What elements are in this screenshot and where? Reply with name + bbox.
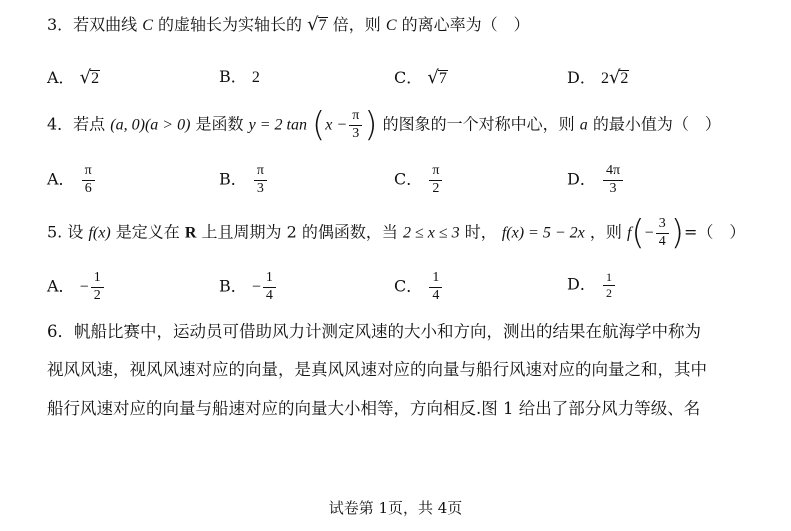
option-label: B． bbox=[219, 276, 247, 296]
option-num: 1 bbox=[263, 271, 276, 288]
option-label: D． bbox=[567, 68, 596, 87]
q3-option-c: C． √7 bbox=[394, 67, 447, 88]
q3-option-a: A． √2 bbox=[47, 67, 100, 88]
q4-option-c bbox=[394, 164, 444, 196]
option-sign: − bbox=[79, 278, 89, 296]
q3-text-mid: 的虚轴长为实轴长的 bbox=[158, 15, 303, 34]
q5-fx: f(x) bbox=[88, 224, 111, 242]
q5-expr: f(x) = 5 − 2x bbox=[501, 224, 585, 242]
q3-text-post2: 的离心率为（ ） bbox=[401, 15, 530, 34]
q3-option-d: D． 2√2 bbox=[567, 67, 629, 88]
q6-line-2: 视风风速，视风风速对应的向量，是真风风速对应的向量与船行风速对应的向量之和，其中 bbox=[47, 360, 707, 379]
q3-radicand: 7 bbox=[318, 17, 327, 34]
q4-func-x: x − bbox=[325, 116, 348, 134]
q4-text-mid: 是函数 bbox=[195, 114, 244, 134]
question-3-stem bbox=[47, 16, 530, 35]
option-label: D． bbox=[567, 169, 596, 189]
q4-text-post2: 的最小值为（ ） bbox=[592, 114, 721, 134]
q5-option-b bbox=[219, 271, 278, 303]
q5-paren-left: ( bbox=[631, 213, 645, 253]
q3-sqrt7: √7 bbox=[307, 14, 327, 35]
q4-option-d bbox=[567, 164, 625, 196]
option-sign: − bbox=[251, 278, 261, 296]
question-4-stem bbox=[47, 105, 721, 145]
option-label: A． bbox=[47, 169, 75, 189]
option-label: C． bbox=[394, 169, 423, 189]
q4-option-b bbox=[219, 164, 269, 196]
q5-paren-right: ) bbox=[670, 213, 684, 253]
option-num: 1 bbox=[429, 271, 442, 288]
q3-var-c: C bbox=[142, 17, 153, 34]
q4-text-post: 的图象的一个对称中心，则 bbox=[382, 114, 575, 134]
q4-option-a bbox=[47, 164, 97, 196]
option-frac bbox=[603, 271, 615, 299]
q4-paren-right: ) bbox=[364, 105, 378, 145]
option-frac bbox=[429, 271, 442, 303]
option-den: 2 bbox=[432, 180, 440, 196]
option-frac bbox=[429, 164, 442, 196]
option-frac bbox=[263, 271, 276, 303]
q5-option-c bbox=[394, 271, 444, 303]
q4-point: (a, 0)(a > 0) bbox=[110, 116, 191, 134]
q5-text-mid1: 是定义在 bbox=[115, 222, 180, 242]
q3-var-c-2: C bbox=[385, 17, 397, 34]
q5-condition: 2 ≤ x ≤ 3 bbox=[402, 224, 460, 242]
option-label: C． bbox=[394, 276, 423, 296]
option-radicand: 2 bbox=[91, 70, 100, 87]
option-den: 3 bbox=[256, 180, 264, 196]
q6-line-1: 6．帆船比赛中，运动员可借助风力计测定风速的大小和方向，测出的结果在航海学中称为 bbox=[47, 322, 701, 341]
q5-option-a bbox=[47, 271, 106, 303]
option-value: 2 bbox=[251, 69, 260, 86]
option-label: D． bbox=[567, 274, 596, 294]
option-label: C． bbox=[394, 68, 423, 87]
option-frac bbox=[82, 164, 95, 196]
q4-paren-left: ( bbox=[312, 105, 326, 145]
q5-f: f bbox=[626, 224, 632, 242]
q5-frac-num: 3 bbox=[656, 217, 669, 234]
q5-option-d bbox=[567, 271, 617, 299]
option-label: A． bbox=[47, 276, 75, 296]
option-label: B． bbox=[219, 67, 247, 86]
option-coef: 2 bbox=[600, 70, 609, 87]
q5-frac-den: 4 bbox=[658, 233, 666, 249]
option-radicand: 2 bbox=[620, 70, 629, 87]
option-num: π bbox=[254, 164, 267, 181]
option-frac bbox=[91, 271, 104, 303]
q4-func-lhs: y = 2 tan bbox=[248, 116, 307, 134]
option-frac bbox=[254, 164, 267, 196]
option-den: 3 bbox=[609, 180, 617, 196]
q3-text-pre: 3．若双曲线 bbox=[47, 15, 138, 34]
q3-option-b bbox=[219, 69, 260, 86]
q5-text-mid4: ，则 bbox=[589, 222, 622, 242]
q5-text-mid2: 上且周期为 2 的偶函数，当 bbox=[201, 222, 398, 242]
option-radicand: 7 bbox=[438, 70, 447, 87]
question-5-stem bbox=[47, 213, 746, 253]
option-den: 4 bbox=[432, 287, 440, 303]
q5-frac bbox=[656, 217, 669, 249]
option-num: 1 bbox=[91, 271, 104, 288]
q5-text-pre: 5. 设 bbox=[47, 222, 84, 242]
option-den: 2 bbox=[93, 287, 101, 303]
option-num: π bbox=[429, 164, 442, 181]
option-frac bbox=[603, 164, 623, 196]
q4-frac bbox=[349, 109, 362, 141]
q4-frac-num: π bbox=[349, 109, 362, 126]
option-den: 6 bbox=[84, 180, 92, 196]
q5-minus: − bbox=[644, 224, 654, 242]
q5-text-post: =（ ） bbox=[683, 222, 746, 242]
page-footer: 试卷第 1页，共 4页 bbox=[328, 499, 463, 517]
option-label: A． bbox=[47, 68, 75, 87]
option-label: B． bbox=[219, 169, 247, 189]
option-den: 4 bbox=[265, 287, 273, 303]
q6-line-3: 船行风速对应的向量与船速对应的向量大小相等，方向相反.图 1 给出了部分风力等级、名 bbox=[47, 399, 701, 418]
option-num: 1 bbox=[603, 271, 615, 286]
q4-var-a: a bbox=[579, 116, 588, 134]
option-num: π bbox=[82, 164, 95, 181]
option-num: 4π bbox=[603, 164, 623, 181]
q3-text-post: 倍，则 bbox=[332, 15, 381, 34]
q5-set-r: R bbox=[184, 224, 197, 242]
q4-text-pre: 4．若点 bbox=[47, 114, 106, 134]
q5-text-mid3: 时， bbox=[464, 222, 497, 242]
q4-frac-den: 3 bbox=[352, 125, 360, 141]
option-den: 2 bbox=[605, 285, 612, 300]
